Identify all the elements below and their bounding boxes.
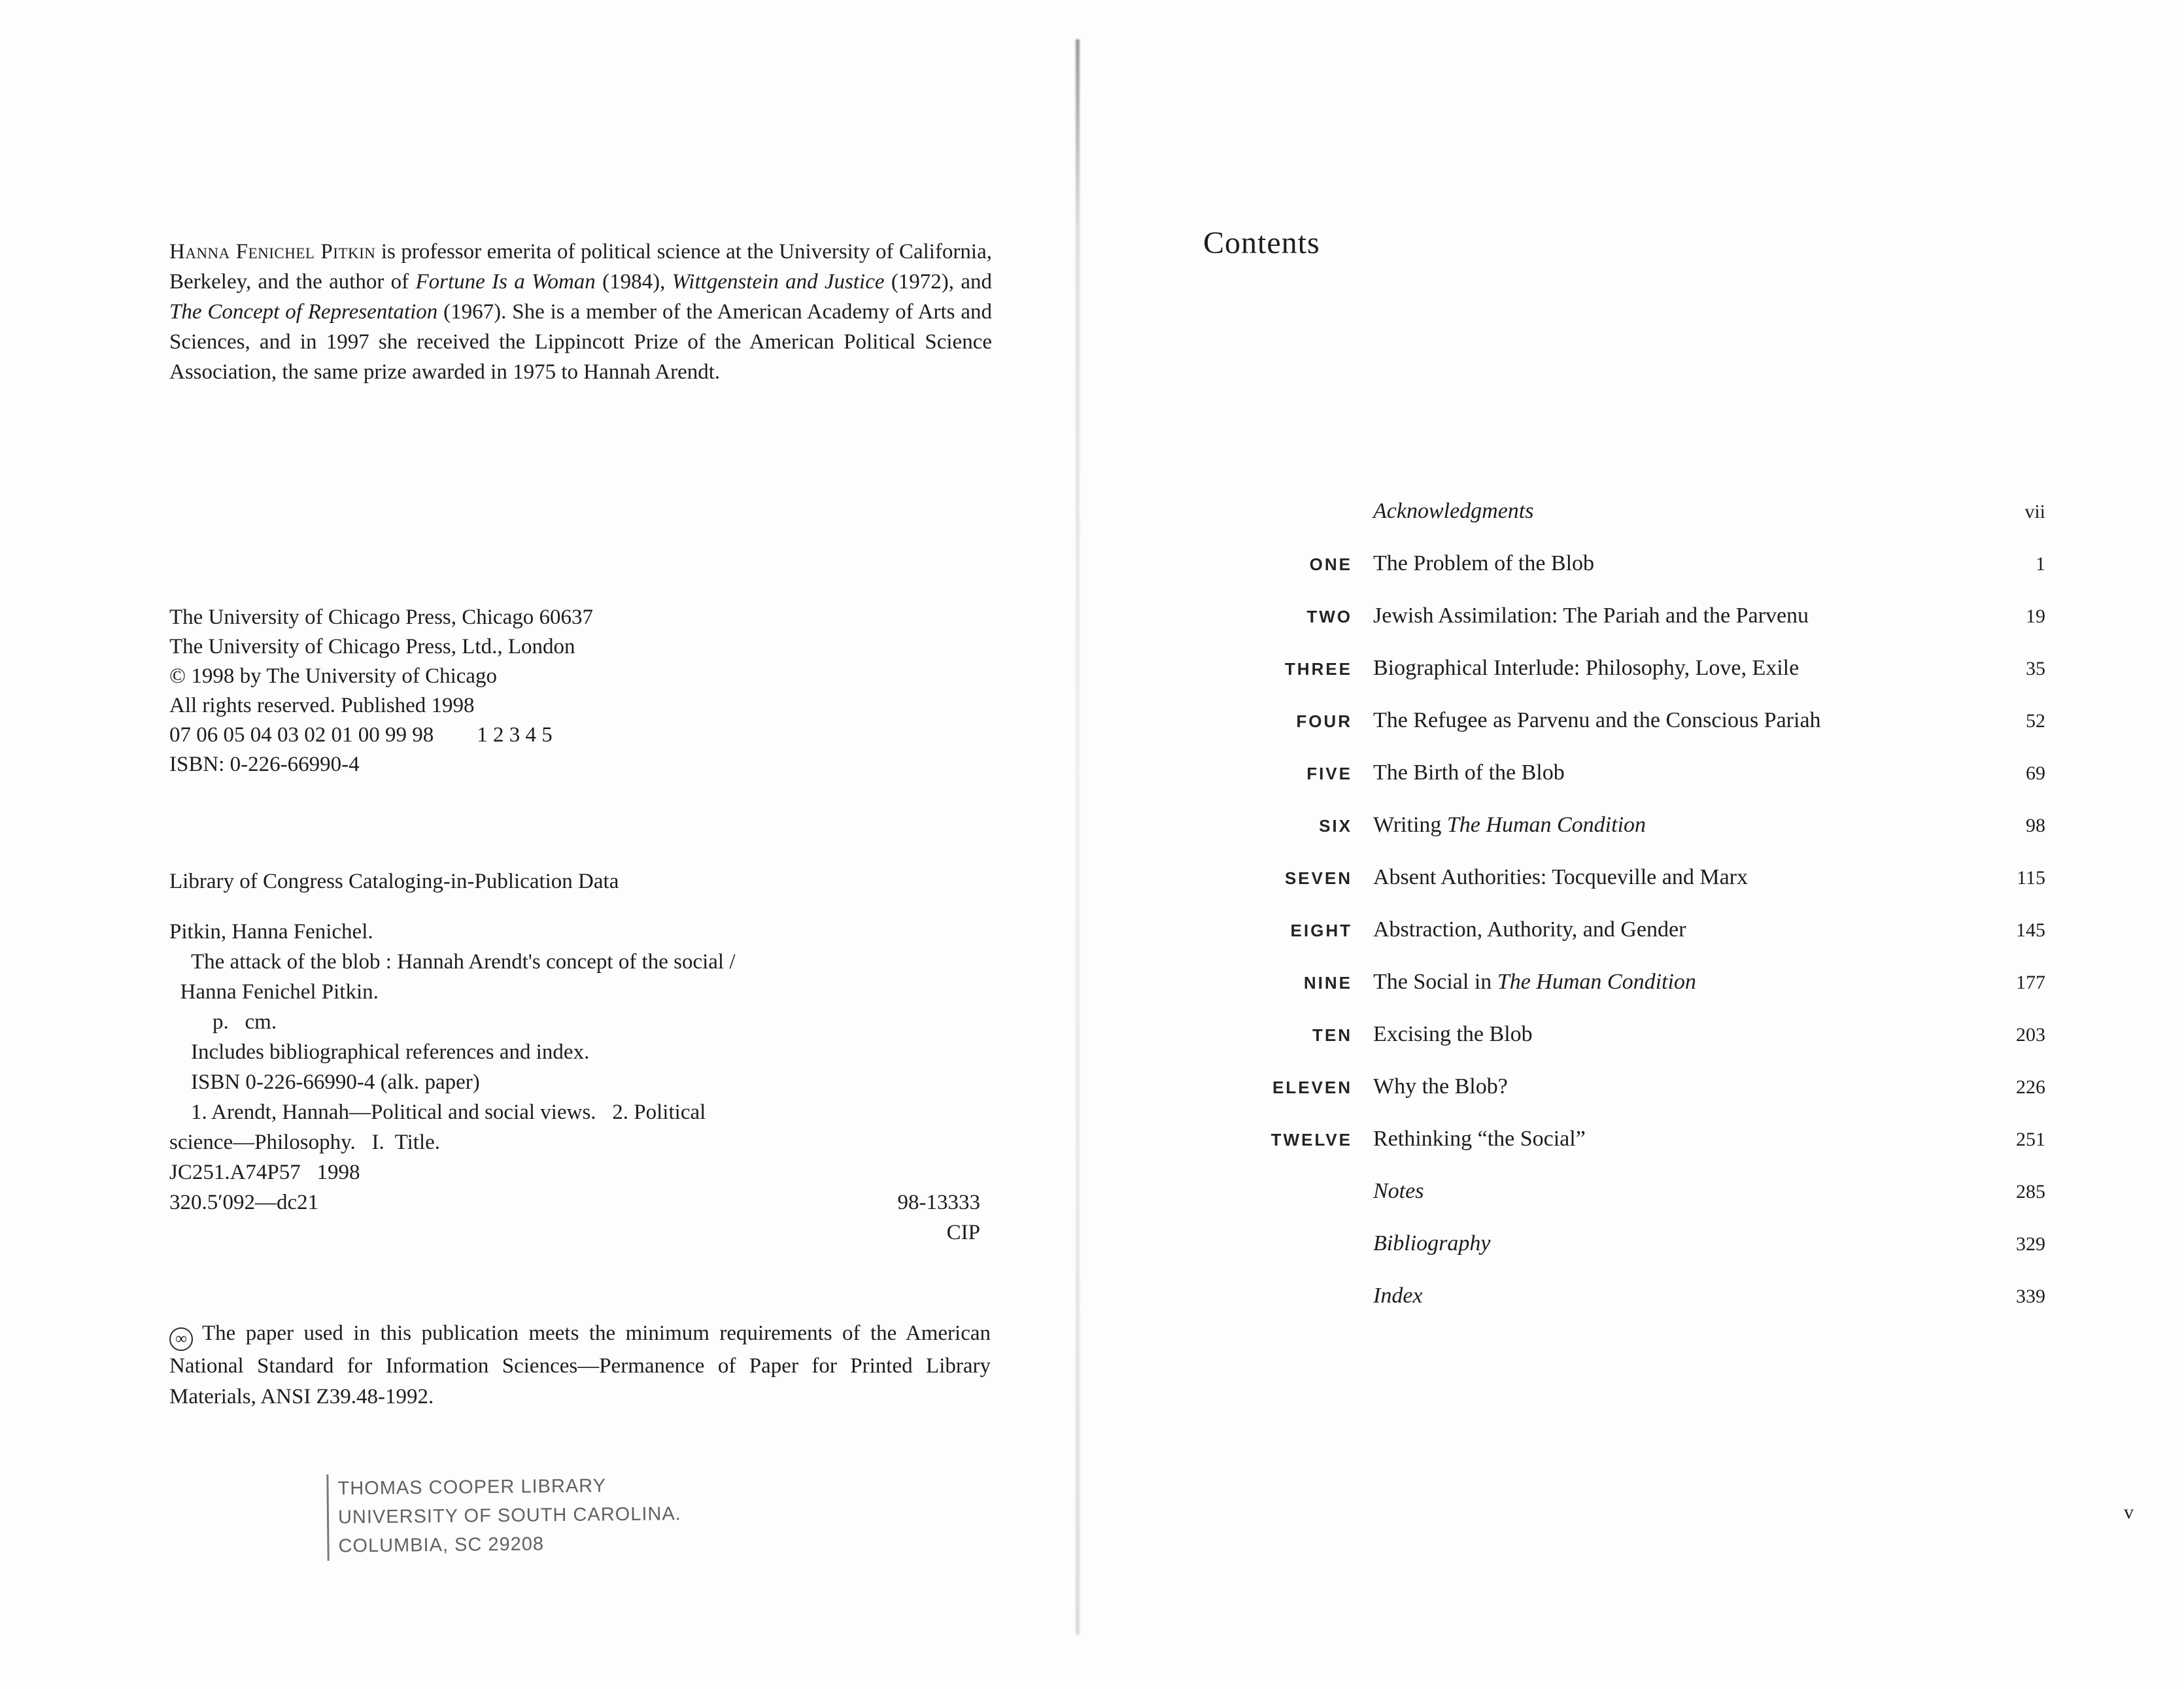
chapter-number: TWELVE — [1271, 1130, 1352, 1150]
title-text: The Social in — [1373, 970, 1497, 994]
paper-standard-note — [169, 1318, 991, 1412]
title-text: Biographical Interlude: Philosophy, Love, Exile — [1373, 656, 1800, 680]
cip-dc-line — [169, 1187, 980, 1218]
toc-row-five — [1242, 747, 2045, 799]
chapter-title — [1352, 747, 1973, 799]
lccn-number: 98-13333 — [897, 1191, 980, 1214]
isbn-line: ISBN: 0-226-66990-4 — [169, 753, 360, 776]
chapter-title — [1352, 904, 1973, 956]
chapter-page-number: 177 — [2016, 972, 2045, 993]
chapter-page-number: 35 — [2026, 658, 2045, 679]
toc-row-index — [1242, 1270, 2045, 1322]
chapter-number: SEVEN — [1284, 868, 1352, 888]
toc-row-ten — [1242, 1008, 2045, 1061]
chapter-page-number: 285 — [2016, 1181, 2045, 1203]
chapter-number: THREE — [1284, 659, 1352, 679]
chapter-page-number: 339 — [2016, 1286, 2045, 1307]
toc-row-bibliography — [1242, 1218, 2045, 1270]
book-title-italic: The Concept of Representation — [169, 300, 438, 324]
bio-text: is professor emerita of political science at the University of California, Berkeley, and the author of — [169, 240, 992, 294]
author-bio-paragraph — [169, 237, 992, 387]
chapter-page-number: 115 — [2017, 867, 2045, 889]
cip-block — [169, 917, 980, 1248]
title-text: Writing — [1373, 813, 1447, 837]
cip-heading: Library of Congress Cataloging-in-Publication Data — [169, 870, 619, 893]
title-text: The Problem of the Blob — [1373, 551, 1595, 575]
title-text: Jewish Assimilation: The Pariah and the Parvenu — [1373, 604, 1809, 628]
book-title-italic: Fortune Is a Woman — [415, 270, 596, 294]
library-stamp — [326, 1471, 681, 1561]
chapter-number: FOUR — [1296, 711, 1352, 731]
title-text: Rethinking “the Social” — [1373, 1127, 1586, 1151]
bio-text: (1972), and — [884, 270, 992, 294]
infinity-symbol-icon — [169, 1327, 193, 1351]
chapter-title — [1352, 1008, 1973, 1061]
stamp-line: COLUMBIA, SC 29208 — [338, 1533, 545, 1557]
chapter-page-number: 98 — [2026, 815, 2045, 836]
chapter-page-number: 52 — [2026, 710, 2045, 732]
paper-note-text: The paper used in this publication meets the minimum requirements of the American National Standard for Information Sciences—Permanence of Paper for Printed Library Materials, ANSI Z39.48-1992. — [169, 1322, 991, 1408]
chapter-title — [1352, 1165, 1973, 1218]
chapter-title — [1352, 694, 1973, 747]
cip-line: JC251.A74P57 1998 — [169, 1161, 360, 1184]
stamp-line: UNIVERSITY OF SOUTH CAROLINA. — [337, 1503, 681, 1528]
chapter-page-number: 145 — [2016, 919, 2045, 941]
table-of-contents — [1242, 485, 2045, 1322]
printing-numbers-line: 07 06 05 04 03 02 01 00 99 98 1 2 3 4 5 — [169, 723, 553, 747]
cip-line: science—Philosophy. I. Title. — [169, 1131, 441, 1154]
cip-line: Includes bibliographical references and index. — [169, 1040, 590, 1064]
chapter-title — [1352, 485, 1973, 537]
cip-line: p. cm. — [169, 1010, 277, 1034]
chapter-title — [1352, 956, 1973, 1008]
title-italic: Index — [1373, 1284, 1423, 1308]
cip-line: Hanna Fenichel Pitkin. — [169, 980, 379, 1004]
cip-label: CIP — [946, 1221, 980, 1244]
chapter-title — [1352, 590, 1973, 642]
cip-line: ISBN 0-226-66990-4 (alk. paper) — [169, 1070, 480, 1094]
chapter-number: TEN — [1312, 1025, 1352, 1045]
title-italic: The Human Condition — [1446, 813, 1647, 837]
toc-row-two — [1242, 590, 2045, 642]
chapter-number: NINE — [1303, 973, 1352, 993]
chapter-title — [1352, 851, 1973, 904]
publisher-block — [169, 603, 889, 779]
contents-heading: Contents — [1203, 226, 1320, 260]
toc-row-seven — [1242, 851, 2045, 904]
book-title-italic: Wittgenstein and Justice — [672, 270, 885, 294]
title-text: Absent Authorities: Tocqueville and Marx — [1373, 865, 1749, 889]
chapter-number: TWO — [1306, 607, 1352, 626]
cip-line: Pitkin, Hanna Fenichel. — [169, 920, 373, 944]
chapter-number: FIVE — [1306, 764, 1352, 783]
publisher-line: The University of Chicago Press, Chicago 60637 — [169, 606, 593, 629]
title-italic: The Human Condition — [1497, 970, 1696, 994]
chapter-title — [1352, 799, 1973, 851]
title-text: The Birth of the Blob — [1373, 760, 1565, 785]
infinity-glyph: ∞ — [175, 1330, 187, 1348]
chapter-page-number: 1 — [2036, 553, 2045, 575]
chapter-page-number: 203 — [2016, 1024, 2045, 1046]
chapter-title — [1352, 1270, 1973, 1322]
copyright-line: © 1998 by The University of Chicago — [169, 664, 498, 688]
title-italic: Bibliography — [1373, 1231, 1491, 1255]
chapter-page-number: 226 — [2016, 1076, 2045, 1098]
title-text: Why the Blob? — [1373, 1074, 1508, 1099]
chapter-title — [1352, 642, 1973, 694]
chapter-number: ONE — [1309, 554, 1352, 574]
dewey-number: 320.5′092—dc21 — [169, 1191, 319, 1214]
chapter-page-number: vii — [2024, 501, 2045, 522]
chapter-page-number: 251 — [2016, 1129, 2045, 1150]
chapter-title — [1352, 537, 1973, 590]
title-text: Abstraction, Authority, and Gender — [1373, 917, 1686, 942]
chapter-page-number: 329 — [2016, 1233, 2045, 1255]
toc-row-eleven — [1242, 1061, 2045, 1113]
title-text: Excising the Blob — [1373, 1022, 1533, 1046]
stamp-line: THOMAS COOPER LIBRARY — [337, 1475, 607, 1499]
bio-text: (1984), — [595, 270, 672, 294]
page-folio: v — [2124, 1501, 2134, 1523]
toc-row-nine — [1242, 956, 2045, 1008]
toc-row-acknowledgments — [1242, 485, 2045, 537]
toc-row-twelve — [1242, 1113, 2045, 1165]
chapter-number: SIX — [1319, 816, 1352, 836]
toc-row-notes — [1242, 1165, 2045, 1218]
author-name: Hanna Fenichel Pitkin — [169, 240, 376, 264]
title-italic: Notes — [1373, 1179, 1424, 1203]
chapter-title — [1352, 1218, 1973, 1270]
toc-row-six — [1242, 799, 2045, 851]
cip-line: 1. Arendt, Hannah—Political and social views. 2. Political — [169, 1100, 706, 1124]
toc-row-four — [1242, 694, 2045, 747]
toc-row-one — [1242, 537, 2045, 590]
cip-line: The attack of the blob : Hannah Arendt's concept of the social / — [169, 950, 736, 974]
toc-row-eight — [1242, 904, 2045, 956]
chapter-title — [1352, 1113, 1973, 1165]
rights-line: All rights reserved. Published 1998 — [169, 694, 475, 717]
title-text: The Refugee as Parvenu and the Conscious Pariah — [1373, 708, 1821, 732]
toc-row-three — [1242, 642, 2045, 694]
title-italic: Acknowledgments — [1373, 499, 1534, 523]
chapter-title — [1352, 1061, 1973, 1113]
bio-text: (1967). She is a member of the American Academy of Arts and Sciences, and in 1997 she received the Lippincott Prize of the American Political Science Association, the same prize awarded in 1975 to Hannah Arendt. — [169, 300, 992, 384]
publisher-line: The University of Chicago Press, Ltd., London — [169, 635, 575, 658]
chapter-page-number: 19 — [2026, 606, 2045, 627]
chapter-page-number: 69 — [2026, 762, 2045, 784]
binding-gutter — [1076, 39, 1080, 1635]
chapter-number: ELEVEN — [1272, 1078, 1352, 1097]
chapter-number: EIGHT — [1290, 921, 1352, 940]
